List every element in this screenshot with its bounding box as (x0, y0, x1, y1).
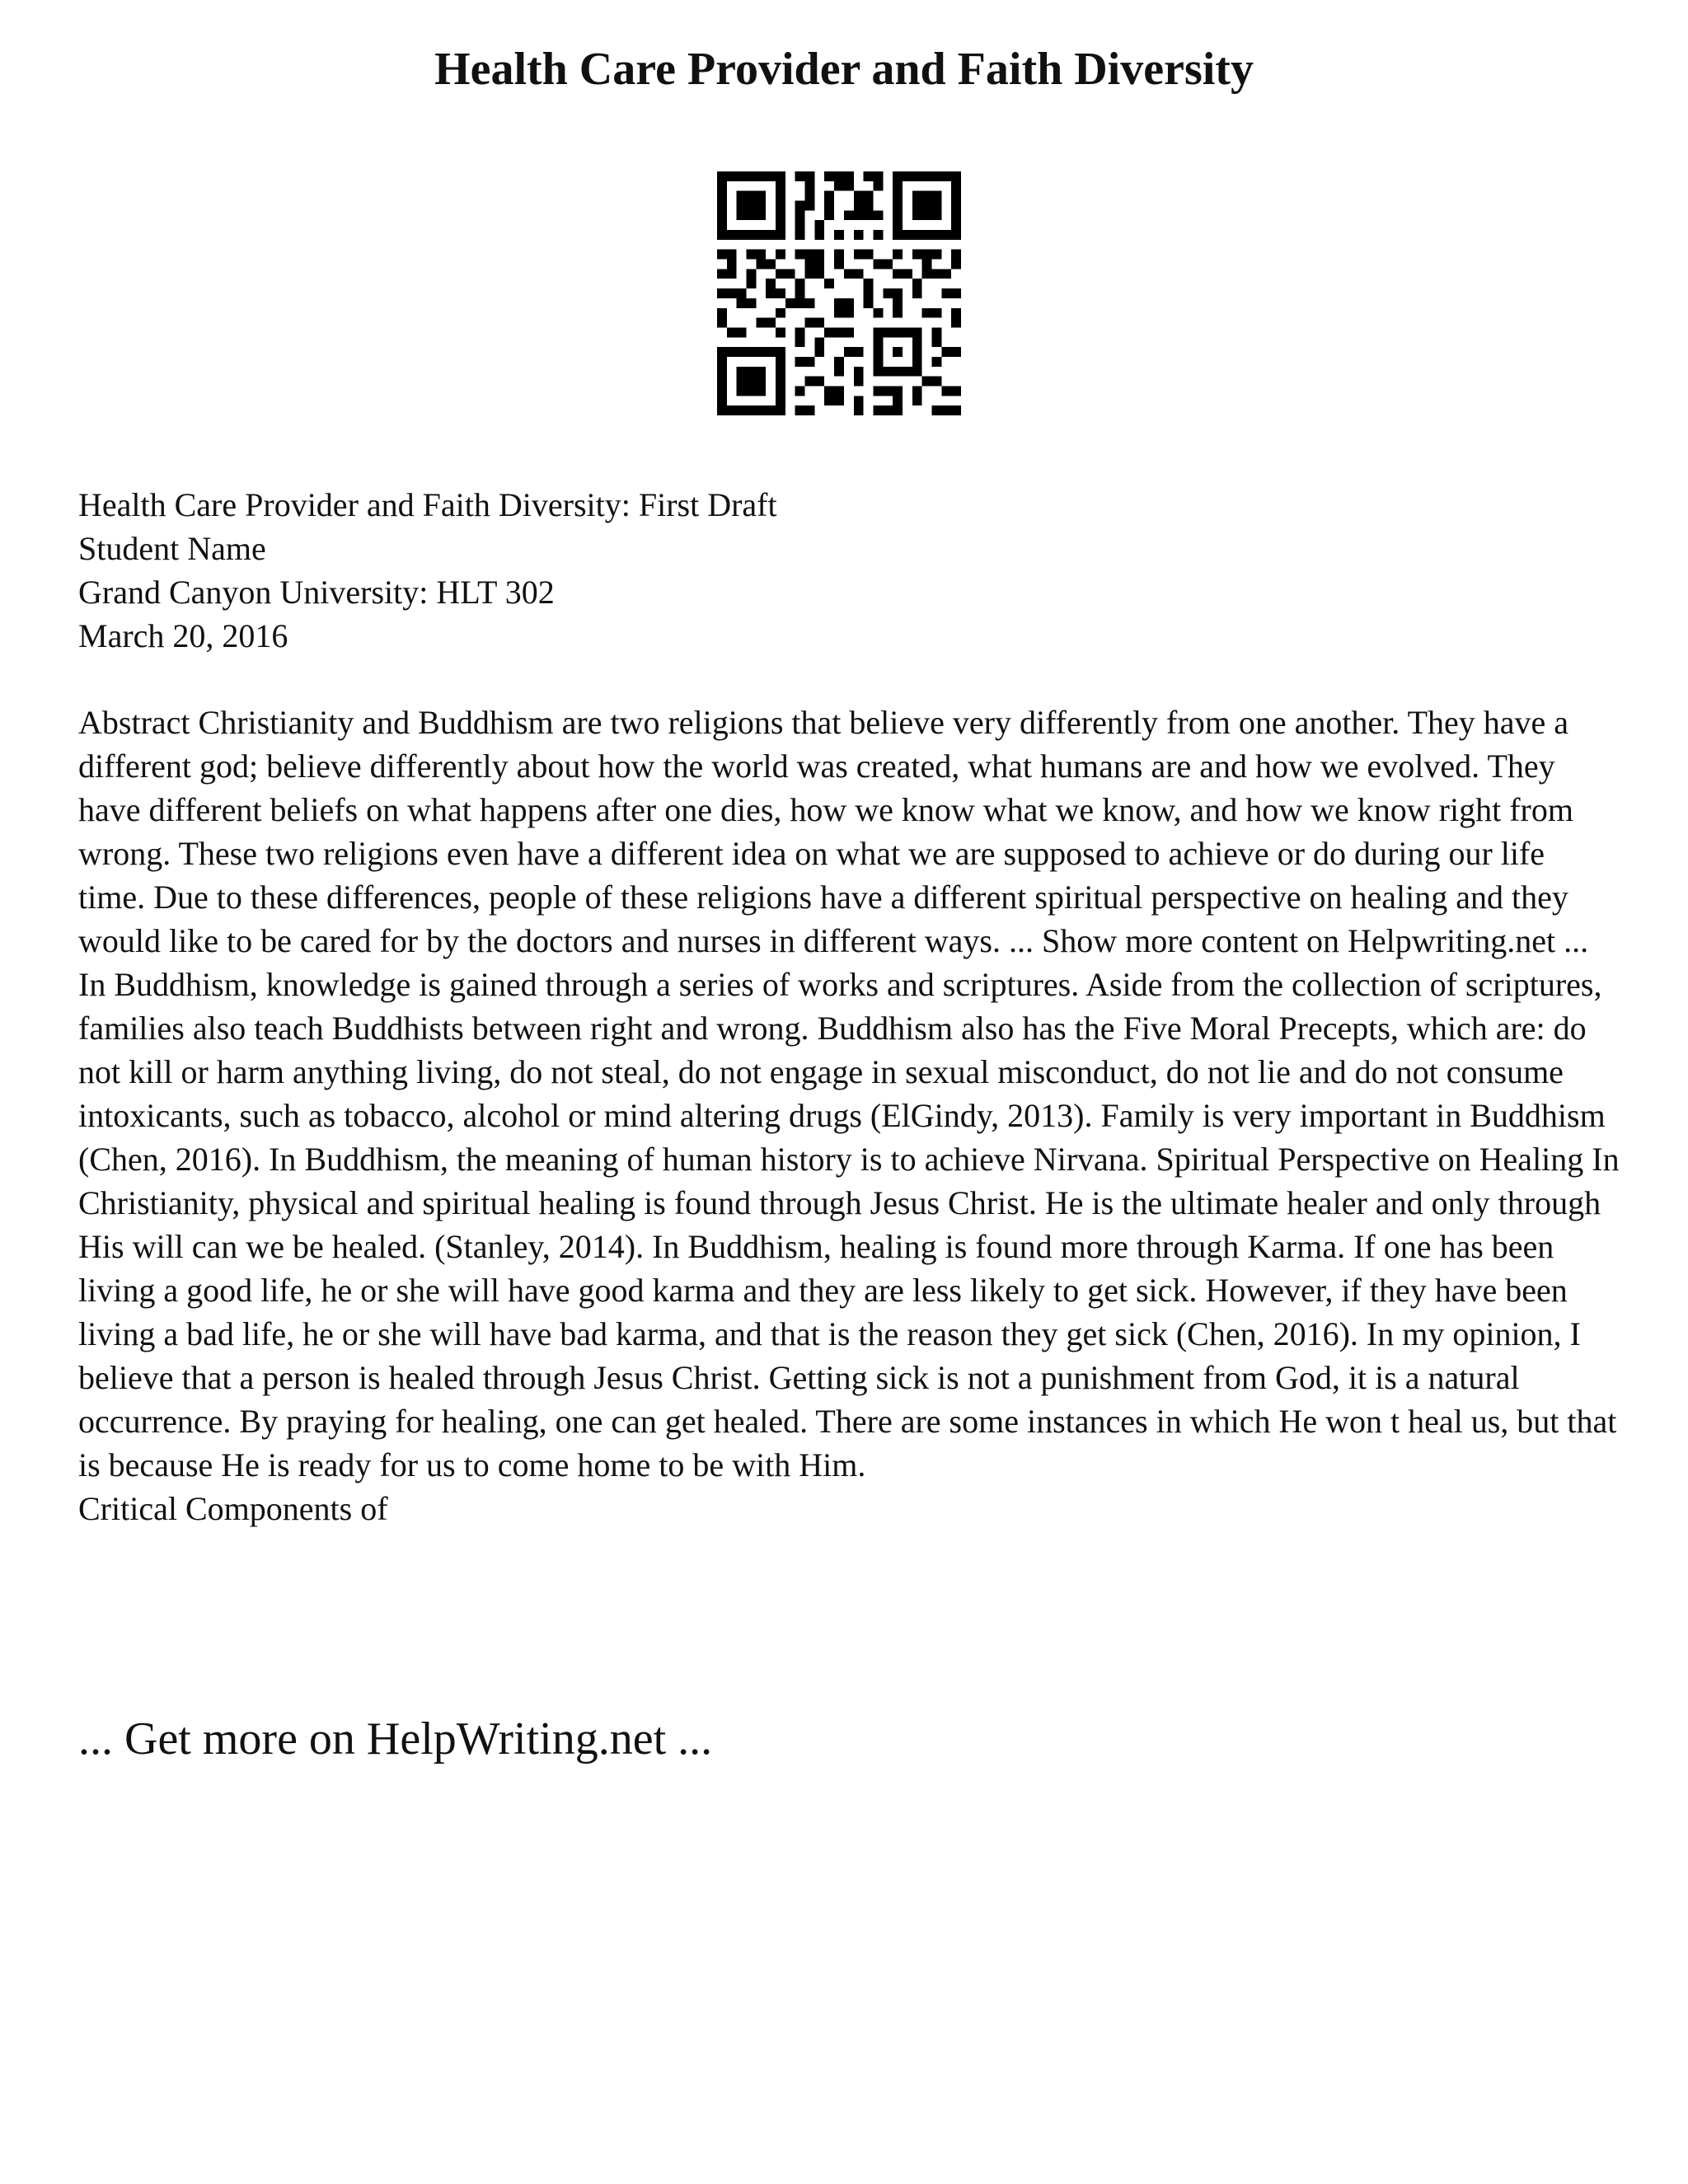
paragraph-critical-components: Critical Components of (78, 1490, 388, 1527)
qr-code-icon (717, 171, 961, 415)
paragraph-abstract: Abstract Christianity and Buddhism are two religions that believe very differently from one another. They have a different god; believe differently about how the world was created, what humans are and how we evolved. They have different beliefs on what happens after one dies, how we know what we know, and how we know right from wrong. These two religions even have a different idea on what we are supposed to achieve or do during our life time. Due to these differences, people of these religions have a different spiritual perspective on healing and they would like to be cared for by the doctors and nurses in different ways. ... Show more content on Helpwriting.net ... (78, 704, 1589, 959)
get-more-link[interactable]: ... Get more on HelpWriting.net ... (78, 1713, 713, 1765)
document-meta (78, 483, 1628, 658)
student-name: Student Name (78, 530, 266, 567)
document-body (78, 701, 1620, 1530)
page-title: Health Care Provider and Faith Diversity (434, 44, 1254, 95)
document-subtitle: Health Care Provider and Faith Diversity: First Draft (78, 486, 777, 523)
document-date: March 20, 2016 (78, 617, 288, 654)
paragraph-buddhism: In Buddhism, knowledge is gained through a series of works and scriptures. Aside from the collection of scriptures, families also teach Buddhists between right and wrong. Buddhism also has the Five Moral Precepts, which are: do not kill or harm anything living, do not steal, do not engage in sexual misconduct, do not lie and do not consume intoxicants, such as tobacco, alcohol or mind altering drugs (ElGindy, 2013). Family is very important in Buddhism (Chen, 2016). In Buddhism, the meaning of human history is to achieve Nirvana. Spiritual Perspective on Healing In Christianity, physical and spiritual healing is found through Jesus Christ. He is the ultimate healer and only through His will can we be healed. (Stanley, 2014). In Buddhism, healing is found more through Karma. If one has been living a good life, he or she will have good karma and they are less likely to get sick. However, if they have been living a bad life, he or she will have bad karma, and that is the reason they get sick (Chen, 2016). In my opinion, I believe that a person is healed through Jesus Christ. Getting sick is not a punishment from God, it is a natural occurrence. By praying for healing, one can get healed. There are some instances in which He won t heal us, but that is because He is ready for us to come home to be with Him. (78, 966, 1620, 1483)
course-name: Grand Canyon University: HLT 302 (78, 574, 555, 611)
